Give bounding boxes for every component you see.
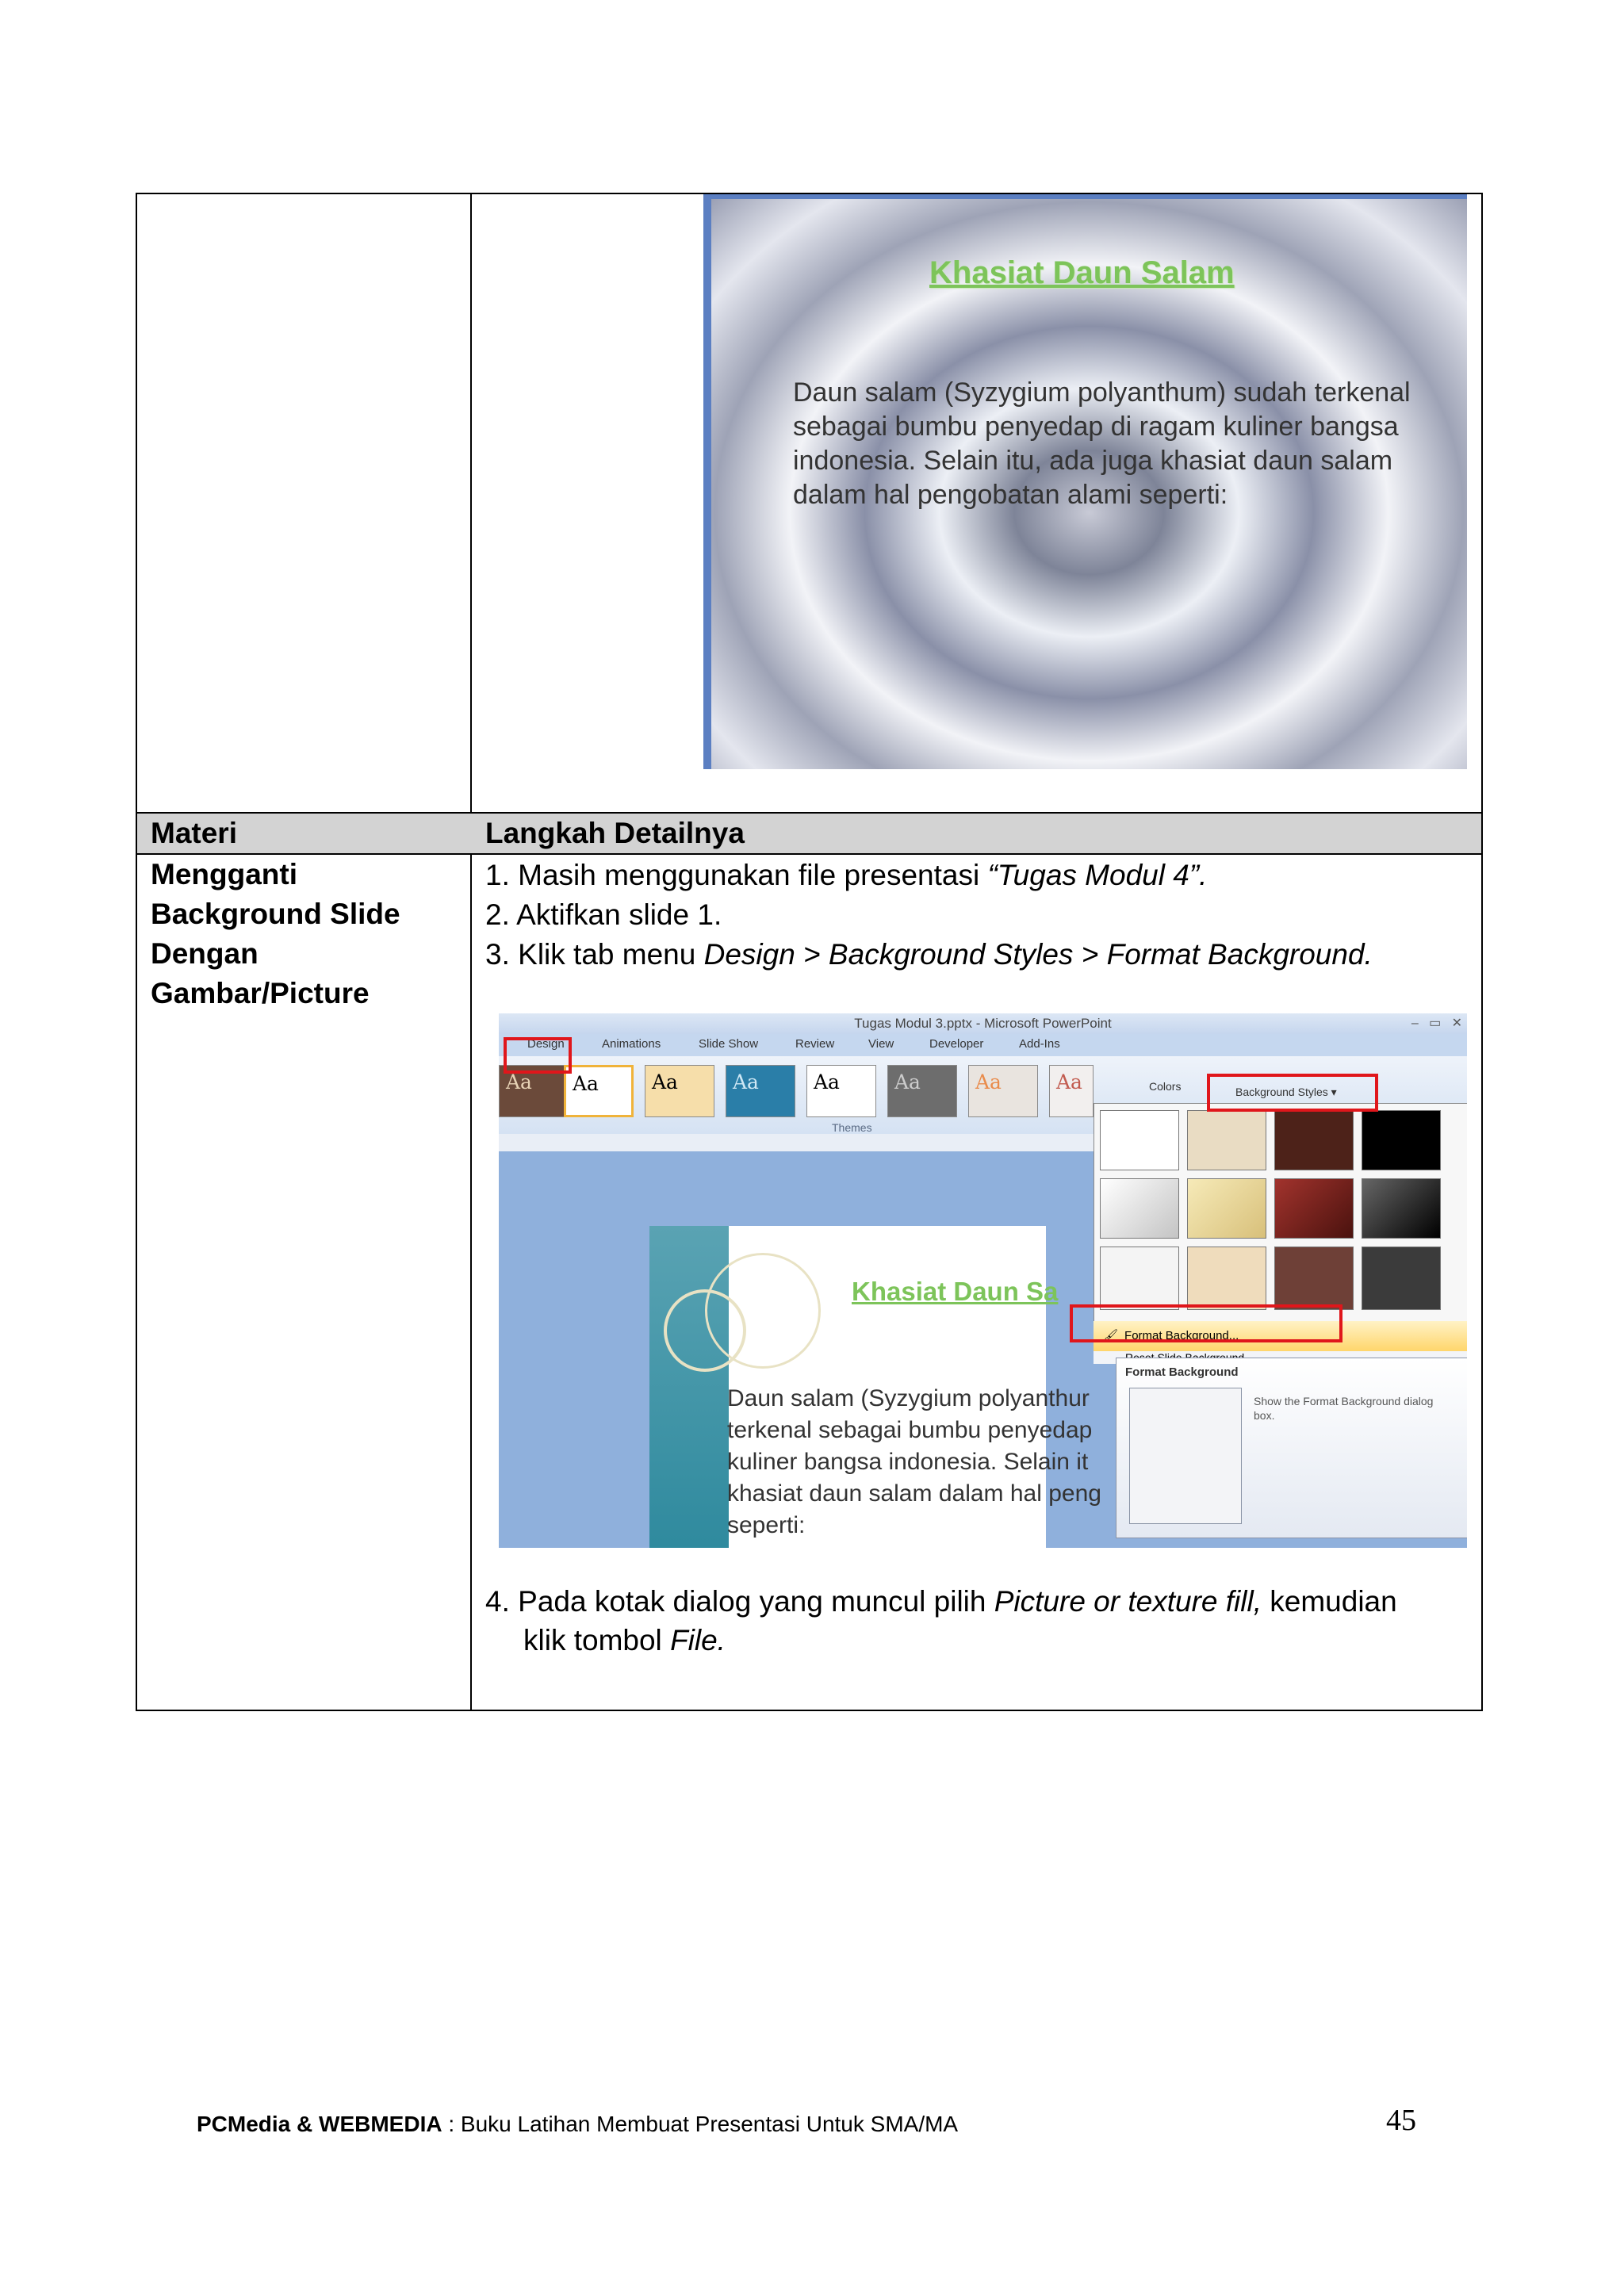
- theme-thumb[interactable]: Aa: [968, 1065, 1038, 1117]
- themes-group-label: Themes: [832, 1121, 872, 1134]
- tab-add-ins[interactable]: Add-Ins: [1019, 1037, 1060, 1051]
- step-3-text: 3. Klik tab menu: [485, 938, 704, 971]
- theme-thumb[interactable]: Aa: [726, 1065, 795, 1117]
- step-1: [485, 857, 1207, 894]
- tab-developer[interactable]: Developer: [929, 1037, 984, 1051]
- step-4-line-1: [485, 1584, 1467, 1620]
- tooltip-dialog-preview: [1129, 1388, 1242, 1524]
- step-2: 2. Aktifkan slide 1.: [485, 898, 722, 931]
- topic-line: Gambar/Picture: [151, 977, 370, 1009]
- powerpoint-screenshot: [499, 1013, 1467, 1548]
- step-3-italic: Design > Background Styles > Format Background.: [703, 938, 1373, 971]
- background-style-swatch[interactable]: [1100, 1247, 1179, 1310]
- slide-body: Daun salam (Syzygium polyanthur terkenal sebagai bumbu penyedap kuliner bangsa indonesia. Selain it khasiat daun salam dalam hal peng seperti:: [727, 1385, 1101, 1538]
- slide-title: Khasiat Daun Sa: [852, 1277, 1059, 1306]
- step-1-text: 1. Masih menggunakan file presentasi: [485, 859, 988, 891]
- topic-line: Mengganti: [151, 858, 297, 890]
- background-style-swatch[interactable]: [1187, 1247, 1266, 1310]
- theme-thumb[interactable]: Aa: [806, 1065, 876, 1117]
- footer-brand: PCMedia & WEBMEDIA: [197, 2112, 442, 2136]
- background-style-swatch[interactable]: [1274, 1247, 1354, 1310]
- tab-slide-show[interactable]: Slide Show: [699, 1037, 759, 1051]
- footer-book-title: : Buku Latihan Membuat Presentasi Untuk SMA/MA: [442, 2112, 959, 2136]
- highlight-design-tab: [504, 1037, 572, 1074]
- background-style-swatch[interactable]: [1187, 1178, 1266, 1239]
- background-styles-label: Background Styles: [1235, 1086, 1328, 1098]
- theme-thumb[interactable]: Aa: [1049, 1065, 1094, 1117]
- background-style-swatch[interactable]: [1274, 1110, 1354, 1170]
- step-1-italic: “Tugas Modul 4”.: [987, 859, 1208, 891]
- step-4-italic: File.: [670, 1624, 726, 1656]
- theme-thumb[interactable]: Aa: [499, 1065, 569, 1117]
- page-number: 45: [1386, 2104, 1416, 2137]
- topic-line: Background Slide: [151, 898, 400, 930]
- tooltip-title: Format Background: [1125, 1365, 1239, 1379]
- step-4-line-2: [523, 1622, 726, 1659]
- footer-text: [197, 2112, 958, 2137]
- slide-circle-decoration: [705, 1253, 821, 1369]
- header-langkah: Langkah Detailnya: [485, 817, 745, 849]
- tab-design[interactable]: Design: [527, 1037, 565, 1051]
- step-4-text: klik tombol: [523, 1624, 671, 1656]
- tab-animations[interactable]: Animations: [602, 1037, 661, 1051]
- theme-thumb[interactable]: Aa: [645, 1065, 714, 1117]
- step-4-text: 4. Pada kotak dialog yang muncul pilih: [485, 1585, 994, 1618]
- step-4-italic: Picture or texture fill,: [994, 1585, 1262, 1618]
- background-style-swatch[interactable]: [1274, 1178, 1354, 1239]
- highlight-format-background: [1070, 1304, 1342, 1342]
- topic-cell: [151, 855, 400, 1013]
- background-style-swatch[interactable]: [1187, 1110, 1266, 1170]
- tooltip-description: Show the Format Background dialog box.: [1254, 1395, 1434, 1422]
- window-title: Tugas Modul 3.pptx - Microsoft PowerPoint: [499, 1013, 1467, 1034]
- background-style-swatch[interactable]: [1362, 1178, 1441, 1239]
- table-header-row: [137, 814, 1481, 853]
- menu-format-background-label: Format Background...: [1124, 1329, 1239, 1342]
- background-style-swatch[interactable]: [1362, 1247, 1441, 1310]
- tab-review[interactable]: Review: [795, 1037, 835, 1051]
- format-background-icon: 🖌: [1103, 1329, 1119, 1342]
- slide-preview-title: Khasiat Daun Salam: [929, 255, 1235, 290]
- slide-preview-body: Daun salam (Syzygium polyanthum) sudah terkenal sebagai bumbu penyedap di ragam kuliner bangsa indonesia. Selain itu, ada juga khasiat daun salam dalam hal pengobatan alami seperti:: [793, 377, 1411, 510]
- theme-thumb[interactable]: Aa: [887, 1065, 957, 1117]
- step-4-text: kemudian: [1261, 1585, 1397, 1618]
- background-style-swatch[interactable]: [1362, 1110, 1441, 1170]
- colors-button[interactable]: Colors: [1149, 1080, 1182, 1093]
- tab-view[interactable]: View: [868, 1037, 894, 1051]
- background-style-swatch[interactable]: [1100, 1110, 1179, 1170]
- step-3: [485, 936, 1373, 973]
- topic-line: Dengan: [151, 937, 259, 970]
- highlight-background-styles: [1207, 1074, 1378, 1112]
- background-style-swatch[interactable]: [1100, 1178, 1179, 1239]
- header-materi: Materi: [151, 817, 237, 849]
- theme-thumb[interactable]: Aa: [564, 1065, 634, 1117]
- table-column-divider: [470, 193, 472, 1711]
- window-controls: ‒ ▭ ✕: [1411, 1017, 1462, 1030]
- background-styles-button[interactable]: Background Styles ▾: [1235, 1086, 1337, 1098]
